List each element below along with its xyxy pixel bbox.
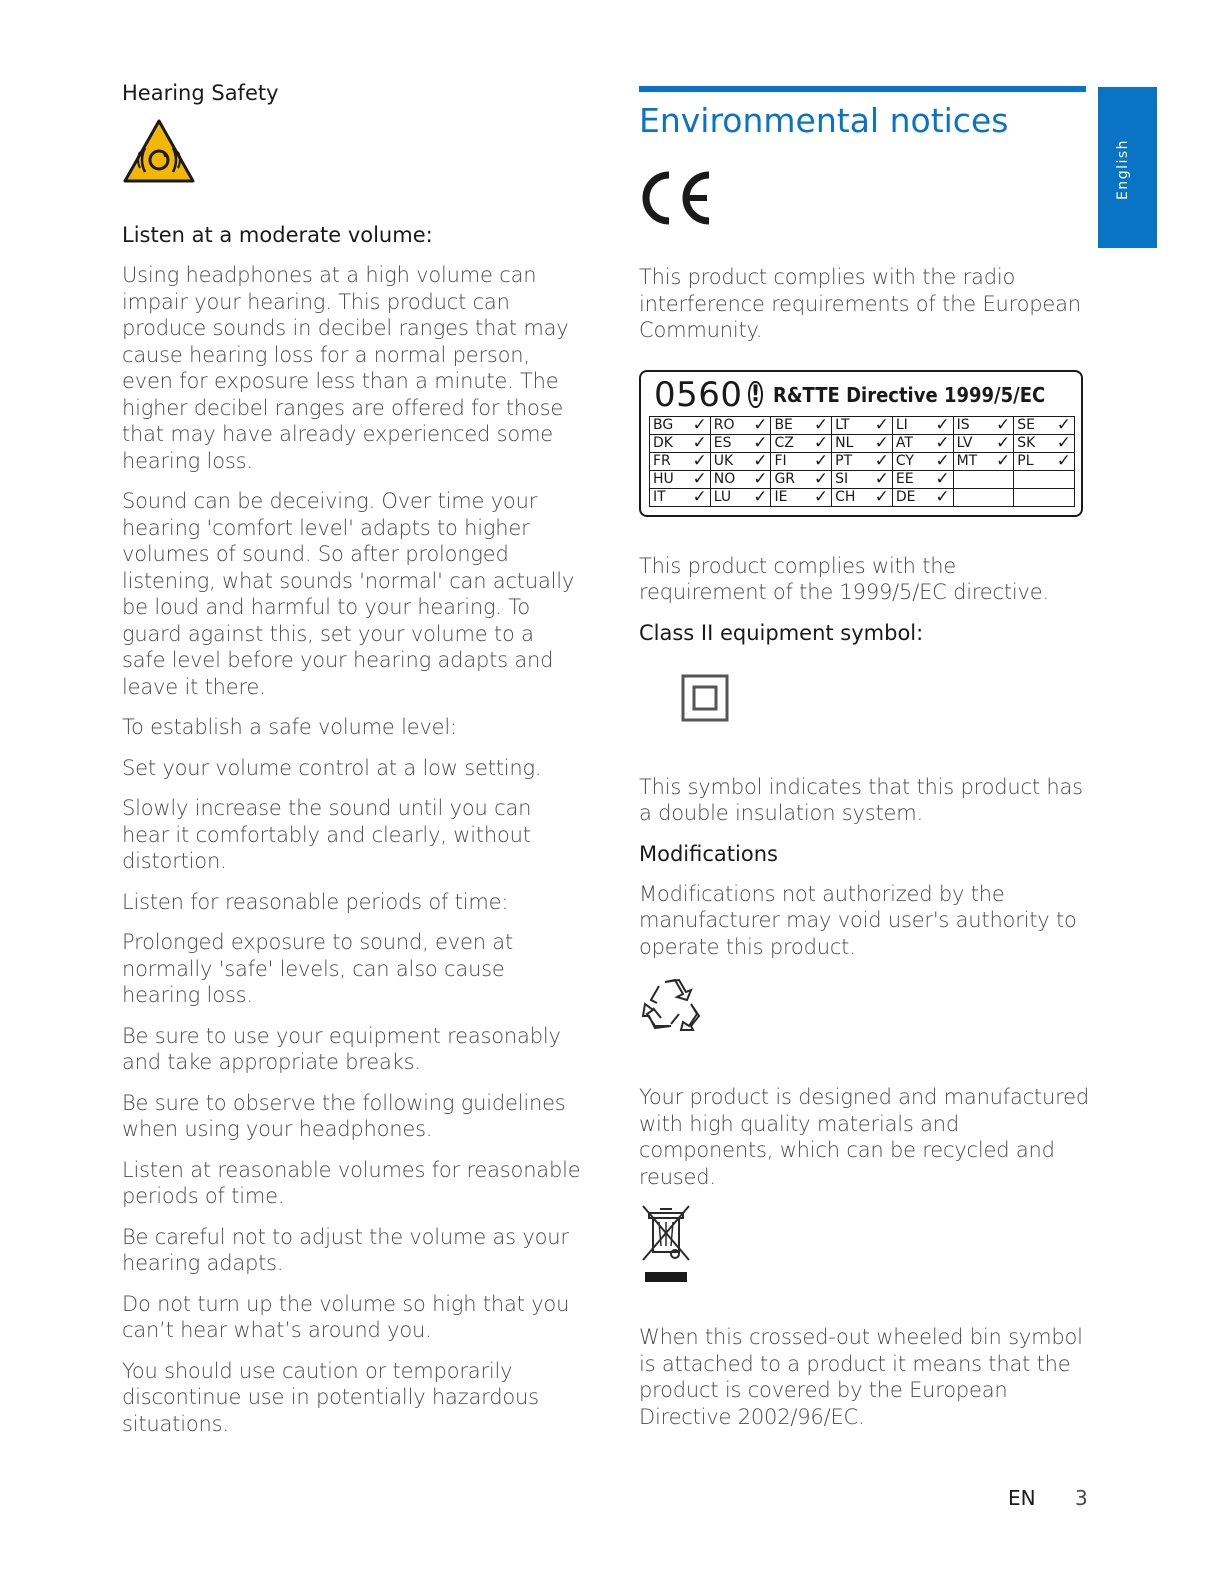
language-tab-label: English [1115,138,1131,200]
country-cell [650,452,711,470]
section-title-bar [639,86,1086,92]
country-code: IT [653,488,666,505]
country-cell [650,416,711,434]
country-row [650,488,1075,506]
country-cell [892,488,953,506]
hearing-paragraph: Do not turn up the volume so high that you can’t hear what’s around you. [122,1291,570,1342]
country-cell [710,416,771,434]
country-code: PT [835,452,853,469]
check-icon: ✓ [935,432,950,453]
country-code: MT [956,452,978,469]
country-code: SK [1017,434,1036,451]
check-icon: ✓ [874,450,889,471]
country-code: CH [835,488,856,505]
country-cell [771,470,832,488]
check-icon: ✓ [813,486,829,507]
check-icon: ✓ [692,414,707,435]
check-icon: ✓ [813,432,829,453]
country-cell [771,416,832,434]
country-code: LU [713,488,732,505]
class2-heading: Class II equipment symbol: [639,620,924,645]
weee-text: When this crossed-out wheeled bin symbol is attached to a product it means that the product is covered by the European Directive 2002/96/EC. [639,1325,1083,1429]
check-icon: ✓ [813,450,829,471]
check-icon: ✓ [692,432,707,453]
check-icon: ✓ [996,432,1011,453]
hearing-safety-title: Hearing Safety [122,81,279,105]
country-table [649,416,1075,507]
check-icon: ✓ [813,414,829,435]
modifications-heading: Modifications [639,841,778,866]
hearing-paragraph: Using headphones at a high volume can impair your hearing. This product can produce sounds in decibel ranges that may cause hearing loss for a normal person, even for exposure less than a minute. The higher decibel ranges are offered for those that may have already experienced some hearing loss. [122,263,569,473]
footer-language-code: EN [1008,1486,1036,1510]
country-cell [832,488,893,506]
country-cell [1014,434,1075,452]
country-code: HU [653,470,674,487]
country-cell [892,452,953,470]
check-icon: ✓ [753,486,768,507]
country-cell [650,434,711,452]
page-number: 3 [1075,1486,1088,1510]
left-column [122,80,582,1451]
country-cell [650,488,711,506]
hearing-paragraph: Be careful not to adjust the volume as your hearing adapts. [122,1224,569,1275]
check-icon: ✓ [935,468,950,489]
country-row [650,434,1075,452]
country-cell [1014,416,1075,434]
country-code: IE [774,488,788,505]
country-cell [710,434,771,452]
country-cell [710,470,771,488]
country-cell [892,470,953,488]
country-cell [832,470,893,488]
check-icon: ✓ [1056,450,1071,471]
country-code: IS [956,416,970,433]
recycle-icon [641,974,701,1032]
right-column [639,86,1089,1444]
hearing-paragraph: Slowly increase the sound until you can hear it comfortably and clearly, without distortion. [122,796,532,873]
class2-double-square-icon [681,674,729,722]
check-icon: ✓ [874,486,889,507]
country-row [650,416,1075,434]
check-icon: ✓ [874,468,889,489]
country-cell [1014,470,1075,488]
country-cell [832,452,893,470]
class2-description: This symbol indicates that this product has a double insulation system. [639,774,1083,825]
country-code: LV [956,434,973,451]
hearing-warning-icon [122,118,196,184]
country-cell [892,434,953,452]
hearing-paragraph: Be sure to observe the following guidelines when using your headphones. [122,1090,566,1141]
check-icon: ✓ [692,450,707,471]
modifications-text: Modifications not authorized by the manufacturer may void user's authority to operate this product. [639,881,1077,959]
country-row [650,470,1075,488]
check-icon: ✓ [692,468,707,489]
hearing-paragraph: Sound can be deceiving. Over time your hearing 'comfort level' adapts to higher volumes of sound. So after prolonged listening, what sounds 'normal' can actually be loud and harmful to your hearing. To guard against this, set your volume to a safe level before your hearing adapts and leave it there. [122,489,575,699]
country-code: BG [653,416,674,433]
country-cell [892,416,953,434]
country-code: BE [774,416,793,433]
country-cell [710,452,771,470]
environmental-notices-title: Environmental notices [639,101,1009,140]
check-icon: ✓ [1056,432,1071,453]
check-icon: ✓ [753,414,768,435]
country-row [650,452,1075,470]
rtte-directive-label: R&TTE Directive 1999/5/EC [772,382,1045,407]
recycle-text: Your product is designed and manufactured with high quality materials and components, which can be recycled and reused. [639,1085,1089,1189]
country-cell [953,488,1014,506]
moderate-volume-heading: Listen at a moderate volume: [122,223,433,247]
country-code: DK [653,434,673,451]
check-icon: ✓ [935,414,950,435]
hearing-paragraph: Listen at reasonable volumes for reasonable periods of time. [122,1157,581,1208]
country-code: LI [895,416,908,433]
country-cell [771,488,832,506]
notified-body-number: 0560 [653,374,743,415]
hearing-paragraph: Set your volume control at a low setting. [122,755,542,780]
ce-mark-icon [639,170,713,226]
crossed-bin-icon [641,1204,695,1284]
alert-icon: ! [750,382,761,407]
country-cell [1014,488,1075,506]
country-cell [832,416,893,434]
country-code: NO [713,470,736,487]
rtte-header [649,376,1075,414]
check-icon: ✓ [996,414,1011,435]
country-code: SE [1017,416,1036,433]
country-code: AT [895,434,913,451]
country-code: DE [895,488,916,505]
ce-mark-small-icon [649,378,650,412]
country-code: UK [713,452,734,469]
check-icon: ✓ [753,468,768,489]
hearing-paragraph: To establish a safe volume level: [122,715,457,739]
country-code: ES [713,434,732,451]
hearing-paragraph: Be sure to use your equipment reasonably and take appropriate breaks. [122,1023,561,1074]
country-cell [650,470,711,488]
hearing-paragraph: Listen for reasonable periods of time: [122,889,509,914]
hearing-paragraph: You should use caution or temporarily discontinue use in potentially hazardous situations. [122,1358,539,1436]
country-cell [771,452,832,470]
check-icon: ✓ [874,414,889,435]
check-icon: ✓ [874,432,889,453]
country-cell [771,434,832,452]
country-cell [832,434,893,452]
ce-compliance-text: This product complies with the radio interference requirements of the European Community. [639,265,1081,342]
check-icon: ✓ [996,450,1011,471]
country-cell [953,470,1014,488]
directive-compliance-text: This product complies with the requirement of the 1999/5/EC directive. [639,553,1049,604]
country-cell [1014,452,1075,470]
check-icon: ✓ [1056,414,1071,435]
country-code: CZ [774,434,794,451]
rtte-label [639,370,1083,517]
check-icon: ✓ [935,450,950,471]
country-code: NL [835,434,854,451]
country-code: SI [835,470,849,487]
check-icon: ✓ [692,486,707,507]
country-cell [953,452,1014,470]
country-code: GR [774,470,796,487]
check-icon: ✓ [753,432,768,453]
hearing-paragraph: Prolonged exposure to sound, even at normally 'safe' levels, can also cause hearing loss. [122,930,514,1007]
country-code: CY [895,452,914,469]
check-icon: ✓ [753,450,768,471]
country-code: FR [653,452,671,469]
country-cell [953,434,1014,452]
country-code: RO [713,416,735,433]
check-icon: ✓ [813,468,829,489]
country-code: EE [895,470,914,487]
country-cell [953,416,1014,434]
country-cell [710,488,771,506]
country-code: FI [774,452,787,469]
country-code: LT [835,416,850,433]
country-code: PL [1017,452,1034,469]
check-icon: ✓ [935,486,950,507]
